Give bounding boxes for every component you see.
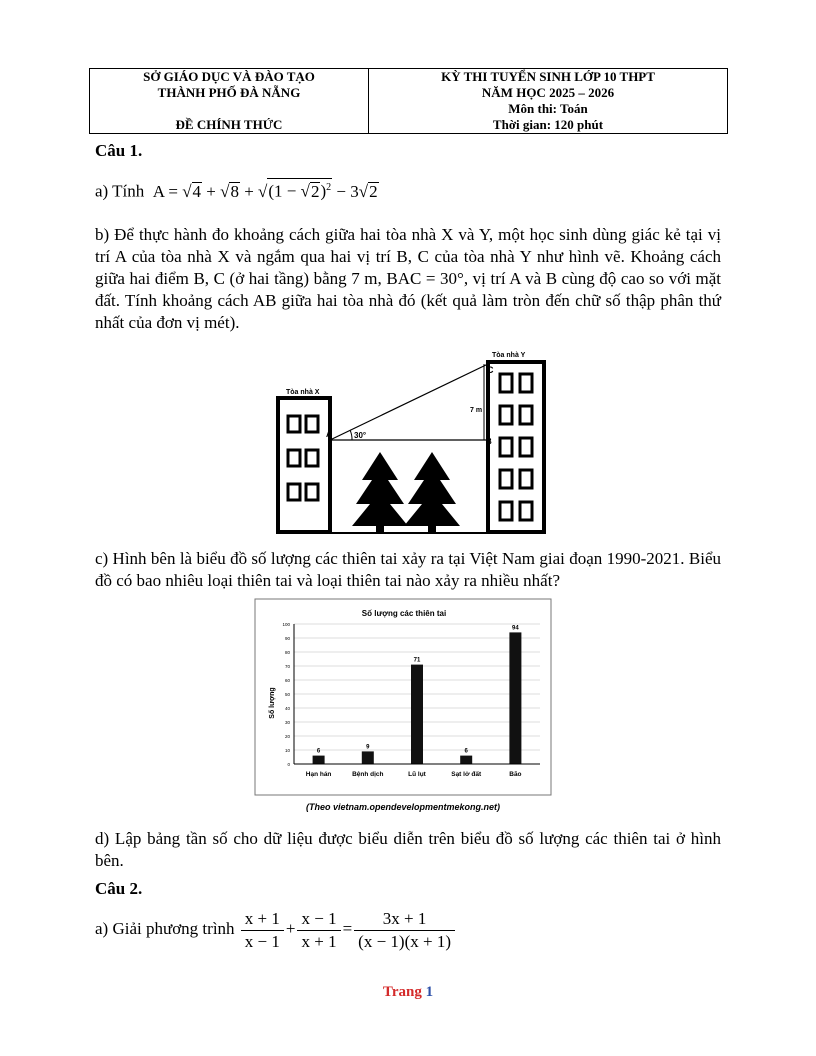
chart-xtick-label: Lũ lụt xyxy=(408,771,426,778)
angle-bac: BAC = 30° xyxy=(386,269,464,288)
length-label: 7 m xyxy=(470,407,483,414)
chart-xtick-label: Hạn hán xyxy=(305,771,332,778)
chart-data-label: 6 xyxy=(464,748,468,755)
chart-ylabel: Số lượng xyxy=(269,687,276,719)
chart-bar xyxy=(362,751,374,764)
chart-ytick-label: 10 xyxy=(284,748,290,753)
chart-svg xyxy=(254,598,552,816)
chart-ytick-label: 50 xyxy=(284,692,290,697)
chart-ytick-label: 20 xyxy=(284,734,290,739)
point-b-label: B xyxy=(486,437,492,446)
chart-source: (Theo vietnam.opendevelopmentmekong.net) xyxy=(305,802,501,812)
disaster-chart xyxy=(254,598,552,816)
question-1c: c) Hình bên là biểu đồ số lượng các thiên tai xảy ra tại Việt Nam giai đoạn 1990-2021. Biểu đồ có bao nhiêu loại thiên tai và loại thiên tai nào xảy ra nhiều nhất? xyxy=(95,549,721,590)
page-word: Trang xyxy=(382,984,422,1000)
equation-2a: $\frac{x + 1}{x - 1}$ + $\frac{x - 1}{x + 1}$ = $\frac{3x + 1}{(x - 1)(x + 1)}$ xyxy=(239,919,457,938)
chart-data-label: 94 xyxy=(512,625,519,632)
chart-xtick-label: Bão xyxy=(509,771,522,778)
chart-data-label: 71 xyxy=(413,657,421,664)
chart-bar xyxy=(313,756,325,764)
exam-header-table xyxy=(89,68,728,134)
angle-label: 30° xyxy=(354,431,367,440)
chart-xtick-label: Sạt lở đất xyxy=(451,771,482,778)
question-2a xyxy=(95,906,721,953)
question-1d: d) Lập bảng tần số cho dữ liệu được biểu diễn trên biểu đồ số lượng các thiên tai ở hình bên. xyxy=(95,829,721,870)
chart-ytick-label: 0 xyxy=(287,762,290,767)
header-city: THÀNH PHỐ ĐÀ NẴNG xyxy=(157,85,301,100)
chart-ytick-label: 30 xyxy=(284,720,290,725)
chart-ytick-label: 70 xyxy=(284,664,290,669)
chart-ytick-label: 80 xyxy=(284,650,290,655)
question-1-title: Câu 1. xyxy=(95,141,143,160)
buildings-figure xyxy=(276,340,546,536)
chart-title: Số lượng các thiên tai xyxy=(361,609,447,618)
header-official: ĐỀ CHÍNH THỨC xyxy=(175,117,283,132)
chart-bar xyxy=(509,632,521,764)
point-c-label: C xyxy=(487,365,494,375)
question-1b-text-2: , vị trí A và B cùng độ cao so với mặt đất. Tính khoảng cách AB giữa hai tòa nhà đó (kết quả làm tròn đến chữ số thập phân thứ nhất của đơn vị mét). xyxy=(95,269,721,332)
question-1a xyxy=(95,178,721,203)
chart-data-label: 9 xyxy=(366,744,370,751)
chart-bar xyxy=(411,665,423,764)
question-1b-text-1: b) Để thực hành đo khoảng cách giữa hai tòa nhà X và Y, một học sinh dùng giác kẻ tại vị trí A của tòa nhà X và ngắm qua hai vị trí B, C của tòa nhà Y như hình vẽ. Khoảng cách giữa hai điểm B, C (ở hai tầng) bằng 7 m, xyxy=(95,225,721,288)
chart-ytick-label: 90 xyxy=(284,636,290,641)
chart-bar xyxy=(460,756,472,764)
chart-xtick-label: Bệnh dịch xyxy=(352,771,384,778)
question-1a-prefix: a) Tính xyxy=(95,181,145,201)
building-x-label: Tòa nhà X xyxy=(286,389,320,396)
page-number xyxy=(0,984,816,1001)
building-y-label: Tòa nhà Y xyxy=(492,352,526,359)
formula-a: $A = √4 + √8 + √(1 - √2)^2 - 3√2$ xyxy=(149,182,379,201)
chart-ytick-label: 60 xyxy=(284,678,290,683)
header-right-cell xyxy=(369,69,728,134)
header-school-year: NĂM HỌC 2025 – 2026 xyxy=(481,85,615,100)
point-a-label: A xyxy=(326,430,332,439)
chart-ytick-label: 40 xyxy=(284,706,290,711)
chart-frame xyxy=(255,599,551,795)
page-num: 1 xyxy=(425,984,434,1000)
header-left-cell xyxy=(90,69,369,134)
chart-ytick-label: 100 xyxy=(282,622,290,627)
header-duration: Thời gian: 120 phút xyxy=(492,117,604,132)
chart-data-label: 6 xyxy=(316,748,321,755)
question-2-title: Câu 2. xyxy=(95,879,143,898)
question-2a-prefix: a) Giải phương trình xyxy=(95,919,235,938)
question-1b xyxy=(95,224,721,334)
header-exam-name: KỲ THI TUYỂN SINH LỚP 10 THPT xyxy=(441,69,655,84)
header-subject: Môn thi: Toán xyxy=(508,101,588,116)
header-department: SỞ GIÁO DỤC VÀ ĐÀO TẠO xyxy=(143,69,315,84)
